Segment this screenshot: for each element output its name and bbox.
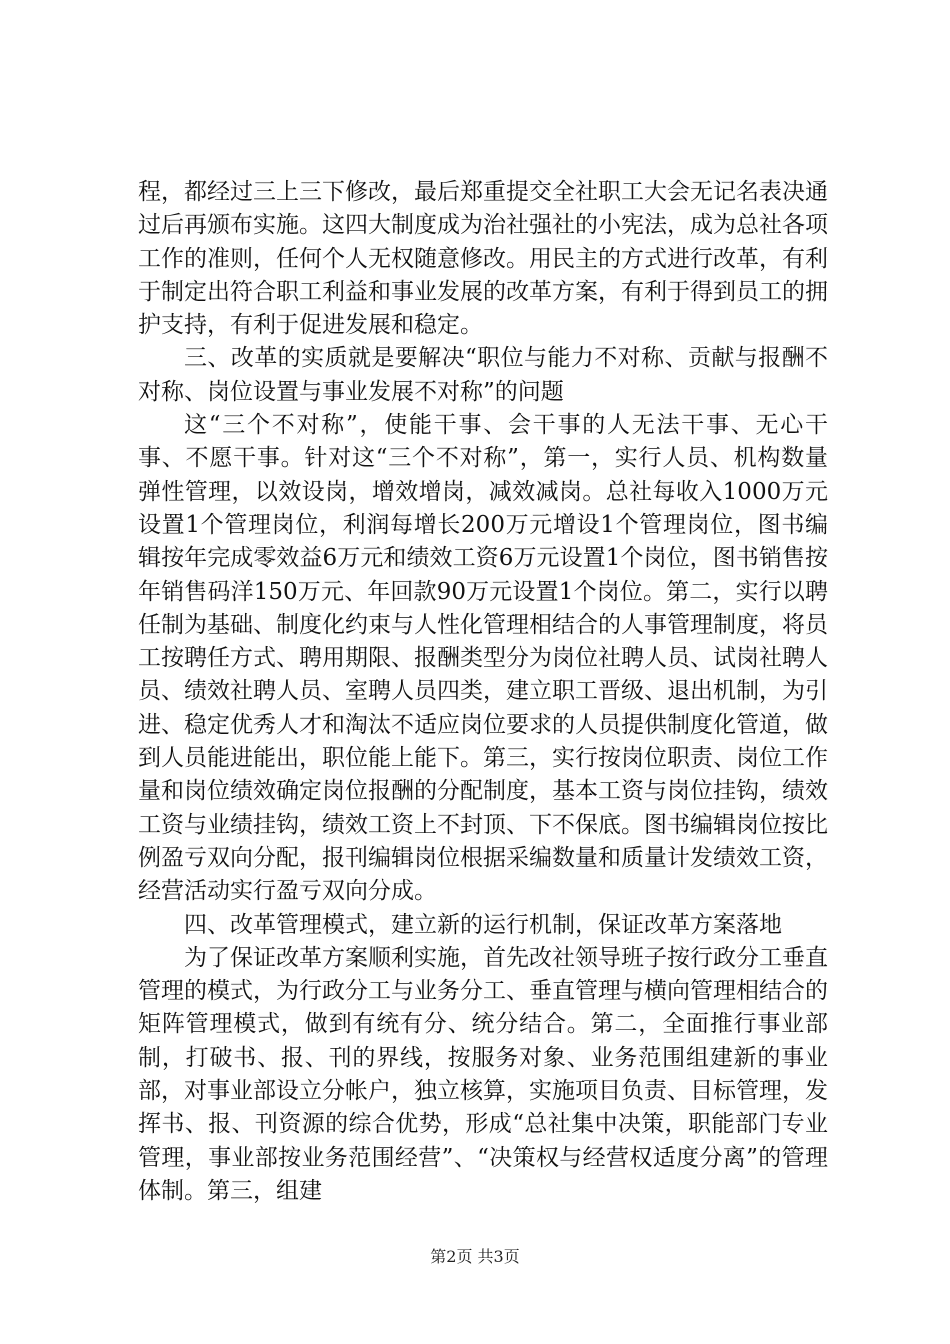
page-footer: 第2页 共3页 (430, 1247, 520, 1266)
paragraph-3: 这“三个不对称”，使能干事、会干事的人无法干事、无心干事、不愿干事。针对这“三个不对称”，第一，实行人员、机构数量弹性管理，以效设岗，增效增岗，减效减岗。总社每收入1000万元设置1个管理岗位，利润每增长200万元增设1个管理岗位，图书编辑按年完成零效益6万元和绩效工资6万元设置1个岗位，图书销售按年销售码洋150万元、年回款90万元设置1个岗位。第二，实行以聘任制为基础、制度化约束与人性化管理相结合的人事管理制度，将员工按聘任方式、聘用期限、报酬类型分为岗位社聘人员、试岗社聘人员、绩效社聘人员、室聘人员四类，建立职工晋级、退出机制，为引进、稳定优秀人才和淘汰不适应岗位要求的人员提供制度化管道，做到人员能进能出，职位能上能下。第三，实行按岗位职责、岗位工作量和岗位绩效确定岗位报酬的分配制度，基本工资与岗位挂钩，绩效工资与业绩挂钩，绩效工资上不封顶、下不保底。图书编辑岗位按比例盈亏双向分配，报刊编辑岗位根据采编数量和质量计发绩效工资，经营活动实行盈亏双向分成。 (138, 412, 828, 905)
document-body (138, 176, 828, 1208)
section-heading-4: 四、改革管理模式，建立新的运行机制，保证改革方案落地 (184, 911, 782, 938)
paragraph-5: 为了保证改革方案顺利实施，首先改社领导班子按行政分工垂直管理的模式，为行政分工与业务分工、垂直管理与横向管理相结合的矩阵管理模式，做到有统有分、统分结合。第二，全面推行事业部制，打破书、报、刊的界线，按服务对象、业务范围组建新的事业部，对事业部设立分帐户，独立核算，实施项目负责、目标管理，发挥书、报、刊资源的综合优势，形成“总社集中决策，职能部门专业管理，事业部按业务范围经营”、“决策权与经营权适度分离”的管理体制。第三，组建 (138, 944, 828, 1204)
section-heading-3: 三、改革的实质就是要解决“职位与能力不对称、贡献与报酬不对称、岗位设置与事业发展不对称”的问题 (138, 345, 828, 405)
paragraph-1: 程，都经过三上三下修改，最后郑重提交全社职工大会无记名表决通过后再颁布实施。这四大制度成为治社强社的小宪法，成为总社各项工作的准则，任何个人无权随意修改。用民主的方式进行改革，有利于制定出符合职工利益和事业发展的改革方案，有利于得到员工的拥护支持，有利于促进发展和稳定。 (138, 179, 828, 339)
